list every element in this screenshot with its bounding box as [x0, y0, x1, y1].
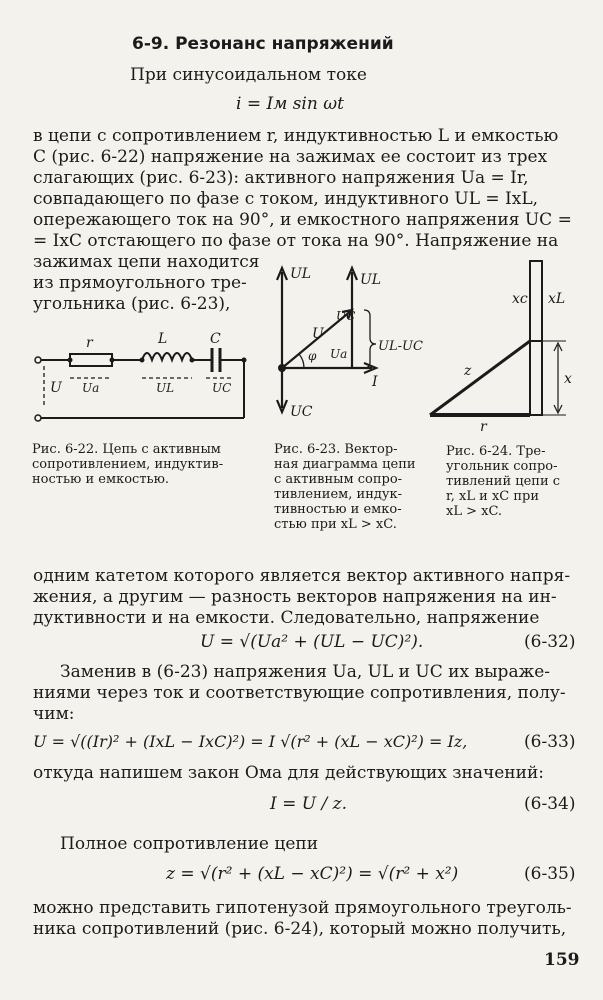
para6-line: ника сопротивлений (рис. 6-24), который можно получить, — [33, 919, 567, 939]
caption-6-23: стью при xL > xC. — [274, 517, 397, 532]
label-xL: xL — [548, 291, 566, 307]
intro-text: При синусоидальном токе — [130, 65, 367, 85]
node — [242, 358, 247, 363]
para3-line: ниями через ток и соответствующие сопротивления, полу- — [33, 683, 566, 703]
hypotenuse-z — [430, 341, 530, 415]
label-Ua: Ua — [330, 347, 348, 361]
origin-dot — [278, 364, 286, 372]
label-U: U — [312, 326, 324, 342]
current-equation: i = Iм sin ωt — [236, 94, 344, 114]
caption-6-23: Рис. 6-23. Вектор- — [274, 442, 398, 457]
equation-number: (6-34) — [524, 794, 576, 814]
label-UL-UC: UL-UC — [378, 339, 423, 354]
figure-6-24-impedance-triangle — [428, 255, 588, 435]
node — [110, 358, 115, 363]
caption-6-22: ностью и емкостью. — [32, 472, 170, 487]
label-x: x — [564, 371, 572, 387]
node — [190, 358, 195, 363]
equation-6-33: U = √((Ir)² + (IxL − IxC)²) = I √(r² + (xL − xC)²) = Iz, — [33, 732, 468, 751]
caption-6-23: тивностью и емко- — [274, 502, 402, 517]
para1-line: совпадающего по фазе с током, индуктивного UL = IxL, — [33, 189, 539, 209]
equation-number: (6-32) — [524, 632, 576, 652]
label-UC: UC — [212, 381, 232, 395]
caption-6-23: тивлением, индук- — [274, 487, 403, 502]
para1-line: в цепи с сопротивлением r, индуктивностью L и емкостью — [33, 126, 559, 146]
para2-line: жения, а другим — разность векторов напряжения на ин- — [33, 587, 557, 607]
para4-line: откуда напишем закон Ома для действующих значений: — [33, 763, 545, 783]
label-r: r — [480, 419, 487, 435]
caption-6-24: r, xL и xC при — [446, 489, 540, 504]
para3-line: Заменив в (6-23) напряжения Uа, UL и UC их выраже- — [60, 662, 551, 682]
inductor-L — [142, 353, 192, 360]
label-C: C — [210, 331, 221, 347]
equation-6-32: U = √(Uа² + (UL − UC)²). — [200, 632, 424, 652]
label-L: L — [158, 331, 168, 347]
page-number: 159 — [544, 950, 580, 970]
para1-line: = IxC отстающего по фазе от тока на 90°. Напряжение на — [33, 231, 559, 251]
para1-line: угольника (рис. 6-23), — [33, 294, 231, 314]
equation-6-34: I = U / z. — [270, 794, 347, 814]
para3-line: чим: — [33, 704, 75, 724]
label-UL: UL — [360, 272, 382, 288]
para5-line: Полное сопротивление цепи — [60, 834, 319, 854]
caption-6-24: xL > xC. — [446, 504, 503, 519]
terminal — [35, 357, 41, 363]
terminal — [35, 415, 41, 421]
label-UC-top: UC — [336, 309, 356, 323]
para2-line: одним катетом которого является вектор активного напря- — [33, 566, 571, 586]
label-xc: xc — [512, 291, 528, 307]
resistor-r — [70, 354, 112, 366]
caption-6-22: Рис. 6-22. Цепь с активным — [32, 442, 221, 457]
caption-6-23: ная диаграмма цепи — [274, 457, 416, 472]
para1-line: из прямоугольного тре- — [33, 273, 247, 293]
section-heading: 6-9. Резонанс напряжений — [132, 34, 394, 54]
label-I: I — [372, 374, 378, 390]
reactance-bar — [530, 261, 542, 415]
brace — [364, 310, 376, 368]
label-r: r — [86, 335, 93, 351]
label-Ua: Ua — [82, 381, 100, 395]
para1-line: C (рис. 6-22) напряжение на зажимах ее состоит из трех — [33, 147, 548, 167]
caption-6-24: тивлений цепи с — [446, 474, 561, 489]
equation-number: (6-35) — [524, 864, 576, 884]
caption-6-23: с активным сопро- — [274, 472, 403, 487]
label-UC-axis: UC — [290, 404, 313, 420]
node — [68, 358, 73, 363]
figure-6-23-vector-diagram — [268, 258, 428, 433]
label-z: z — [464, 363, 472, 379]
node — [140, 358, 145, 363]
para2-line: дуктивности и на емкости. Следовательно, напряжение — [33, 608, 540, 628]
equation-number: (6-33) — [524, 732, 576, 752]
label-UL-axis: UL — [290, 266, 312, 282]
para6-line: можно представить гипотенузой прямоугольного треуголь- — [33, 898, 572, 918]
equation-6-35: z = √(r² + (xL − xC)²) = √(r² + x²) — [166, 864, 459, 884]
label-U: U — [50, 380, 62, 396]
para1-line: зажимах цепи находится — [33, 252, 260, 272]
para1-line: слагающих (рис. 6-23): активного напряжения Uа = Ir, — [33, 168, 529, 188]
phi-arc — [299, 354, 304, 368]
caption-6-24: угольник сопро- — [446, 459, 558, 474]
label-phi: φ — [308, 349, 317, 363]
label-UL: UL — [156, 381, 175, 395]
caption-6-22: сопротивлением, индуктив- — [32, 457, 224, 472]
figure-6-22-circuit — [30, 330, 260, 430]
caption-6-24: Рис. 6-24. Тре- — [446, 444, 546, 459]
para1-line: опережающего ток на 90°, и емкостного напряжения UC = — [33, 210, 572, 230]
